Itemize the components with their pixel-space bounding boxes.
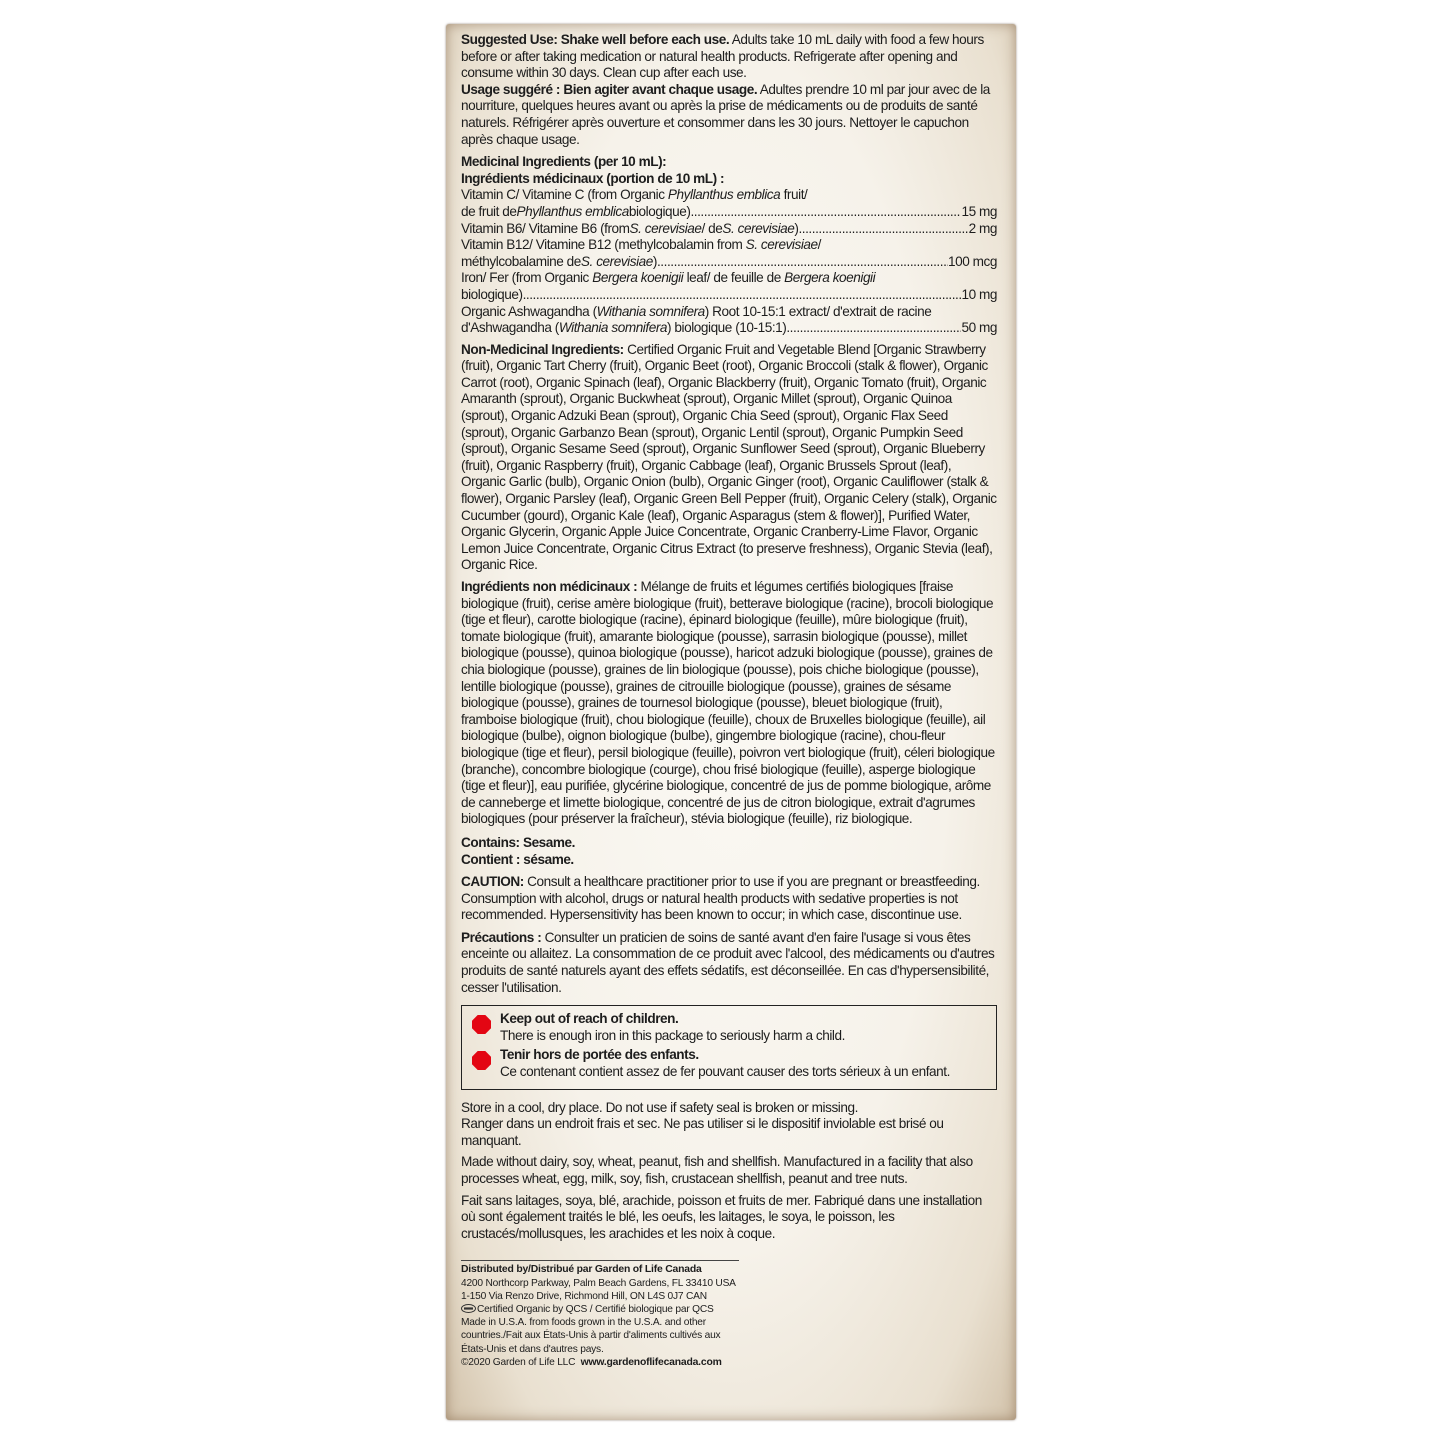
- leader-dots: [786, 320, 961, 337]
- amount-vitamin-b6: 2 mg: [968, 220, 997, 236]
- address-usa: 4200 Northcorp Parkway, Palm Beach Gardens, FL 33410 USA: [461, 1277, 736, 1289]
- suggested-use-text: Adults take 10 mL daily with food a few hours before or after taking medication or natural health products. Refrigerate after opening and consume within 30 days. Clean cup after each use.: [461, 32, 984, 81]
- amount-iron: 10 mg: [961, 286, 997, 302]
- caution-heading-en: CAUTION:: [461, 874, 524, 890]
- contains-fr: Contient : sésame.: [461, 851, 574, 867]
- caution-heading-fr: Précautions :: [461, 929, 542, 945]
- copyright: ©2020 Garden of Life LLC: [461, 1356, 576, 1368]
- qcs-logo-icon: [461, 1304, 476, 1313]
- stop-sign-icon: [472, 1051, 491, 1070]
- stop-sign-icon: [472, 1015, 491, 1034]
- caution-text-en: Consult a healthcare practitioner prior to use if you are pregnant or breastfeeding. Consumption with alcohol, drugs or natural health products with sedative properties is not recommended. Hypersensitivity has been known to occur; in which case, discontinue use.: [461, 874, 980, 923]
- contains-allergen: [461, 835, 997, 868]
- ingredient-vitamin-b12-line1: Vitamin B12/ Vitamine B12 (methylcobalamin from S. cerevisiae/: [461, 237, 821, 253]
- storage-en: Store in a cool, dry place. Do not use if safety seal is broken or missing.: [461, 1099, 858, 1115]
- suggested-use-en: [461, 32, 997, 82]
- medicinal-ingredients: [461, 154, 997, 337]
- suggested-use-fr: [461, 82, 997, 148]
- address-canada: 1-150 Via Renzo Drive, Richmond Hill, ON L4S 0J7 CAN: [461, 1290, 707, 1302]
- warning-title-fr: Tenir hors de portée des enfants.: [500, 1047, 699, 1063]
- distributor-footer: [461, 1260, 739, 1369]
- non-medicinal-ingredients-en: [461, 342, 997, 574]
- warning-text-en: There is enough iron in this package to seriously harm a child.: [500, 1027, 845, 1043]
- caution-text-fr: Consulter un praticien de soins de santé avant d'en faire l'usage si vous êtes enceinte ou allaitez. La consommation de ce produit avec l'alcool, des médicaments ou d'autres produits de santé naturels ayant des effets sédatifs, est déconseillée. En cas d'hypersensibilité, cesser l'utilisation.: [461, 929, 995, 995]
- ingredient-vitamin-c-line2: de fruit de Phyllanthus emblica biologique) ..... 15 mg: [461, 204, 997, 221]
- non-medicinal-text-fr: Mélange de fruits et légumes certifiés biologiques [fraise biologique (fruit), cerise amère biologique (fruit), betterave biologique (racine), brocoli biologique (tige et fleur), carotte biologique (racine), épinard biologique (feuille), mûre biologique (fruit), tomate biologique (fruit), amarante biologique (pousse), sarrasin biologique (pousse), millet biologique (pousse), quinoa biologique (pousse), haricot adzuki biologique (pousse), graines de chia biologique (pousse), graines de lin biologique (pousse), pois chiche biologique (pousse), lentille biologique (pousse), graines de citrouille biologique (pousse), graines de sésame biologique (pousse), graines de tournesol biologique (pousse), bleuet biologique (fruit), framboise biologique (fruit), chou biologique (feuille), choux de Bruxelles biologique (feuille), ail biologique (bulbe), oignon biologique (bulbe), gingembre biologique (racine), chou-fleur biologique (tige et fleur), persil biologique (feuille), poivron vert biologique (fruit), céleri biologique (branche), concombre biologique (courge), chou frisé biologique (feuille), asperge biologique (tige et fleur)], eau purifiée, glycérine biologique, concentré de jus de pomme biologique, arôme de canneberge et limette biologique, concentré de jus de citron biologique, extrait d'agrumes biologiques (pour préserver la fraîcheur), stévia biologique (feuille), riz biologique.: [461, 579, 995, 827]
- storage-instructions: [461, 1100, 997, 1150]
- certified-organic-line: Certified Organic by QCS / Certifié biologique par QCS: [461, 1303, 739, 1316]
- ingredient-iron-line2: biologique) ..... 10 mg: [461, 287, 997, 304]
- warning-row-fr: [472, 1047, 988, 1080]
- medicinal-heading-en: Medicinal Ingredients (per 10 mL):: [461, 154, 667, 170]
- non-medicinal-text-en: Certified Organic Fruit and Vegetable Blend [Organic Strawberry (fruit), Organic Tart Cherry (fruit), Organic Beet (root), Organic Broccoli (stalk & flower), Organic Carrot (root), Organic Spinach (leaf), Organic Blackberry (fruit), Organic Tomato (fruit), Organic Amaranth (sprout), Organic Buckwheat (sprout), Organic Millet (sprout), Organic Quinoa (sprout), Organic Adzuki Bean (sprout), Organic Chia Seed (sprout), Organic Flax Seed (sprout), Organic Garbanzo Bean (sprout), Organic Lentil (sprout), Organic Pumpkin Seed (sprout), Organic Sesame Seed (sprout), Organic Sunflower Seed (sprout), Organic Blueberry (fruit), Organic Raspberry (fruit), Organic Cabbage (leaf), Organic Brussels Sprout (leaf), Organic Garlic (bulb), Organic Onion (bulb), Organic Ginger (root), Organic Cauliflower (stalk & flower), Organic Parsley (leaf), Organic Green Bell Pepper (fruit), Organic Celery (stalk), Organic Cucumber (gourd), Organic Kale (leaf), Organic Asparagus (stem & flower)], Purified Water, Organic Glycerin, Organic Apple Juice Concentrate, Organic Cranberry-Lime Flavor, Organic Lemon Juice Concentrate, Organic Citrus Extract (to preserve freshness), Organic Stevia (leaf), Organic Rice.: [461, 341, 997, 573]
- caution-en: [461, 874, 997, 924]
- warning-row-en: [472, 1011, 988, 1044]
- leader-dots: [657, 254, 948, 271]
- ingredient-iron-line1: Iron/ Fer (from Organic Bergera koenigii leaf/ de feuille de Bergera koenigii: [461, 270, 876, 286]
- website-link[interactable]: www.gardenoflifecanada.com: [580, 1356, 722, 1368]
- label-content: [461, 32, 997, 1369]
- allergen-statement-fr: Fait sans laitages, soya, blé, arachide, poisson et fruits de mer. Fabriqué dans une installation où sont également traités le blé, les oeufs, les laitages, le soya, le poisson, les crustacés/mollusques, les arachides et les noix à coque.: [461, 1192, 982, 1241]
- ingredient-vitamin-c-line1: Vitamin C/ Vitamine C (from Organic Phyllanthus emblica fruit/: [461, 187, 808, 203]
- warning-text-fr: Ce contenant contient assez de fer pouvant causer des torts sérieux à un enfant.: [500, 1064, 950, 1080]
- non-medicinal-heading-fr: Ingrédients non médicinaux :: [461, 579, 638, 594]
- distributor-line: Distributed by/Distribué par Garden of Life Canada: [461, 1264, 702, 1276]
- ingredient-vitamin-b6: Vitamin B6/ Vitamine B6 (from S. cerevisiae / de S. cerevisiae ) ..... 2 mg: [461, 221, 997, 238]
- ingredient-vitamin-b12-line2: méthylcobalamine de S. cerevisiae ) ..... 100 mcg: [461, 254, 997, 271]
- made-in-line: Made in U.S.A. from foods grown in the U.S.A. and other countries./Fait aux États-Unis à partir d'aliments cultivés aux États-Unis et dans d'autres pays.: [461, 1317, 721, 1355]
- caution-fr: [461, 930, 997, 996]
- ingredient-ashwagandha-line2: d'Ashwagandha ( Withania somnifera ) biologique (10-15:1) ..... 50 mg: [461, 320, 997, 337]
- ingredient-ashwagandha-line1: Organic Ashwagandha (Withania somnifera) Root 10-15:1 extract/ d'extrait de racine: [461, 303, 932, 319]
- warning-title-en: Keep out of reach of children.: [500, 1011, 679, 1027]
- amount-vitamin-c: 15 mg: [961, 203, 997, 219]
- copyright-line: [461, 1356, 739, 1369]
- usage-suggere-text: Adultes prendre 10 ml par jour avec de la nourriture, quelques heures avant ou après la prise de médicaments ou de produits de santé naturels. Réfrigérer après ouverture et consommer dans les 30 jours. Nettoyer le capuchon après chaque usage.: [461, 81, 990, 147]
- suggested-use-heading: Suggested Use: Shake well before each use.: [461, 32, 730, 47]
- non-medicinal-ingredients-fr: [461, 579, 997, 828]
- leader-dots: [690, 204, 961, 221]
- allergen-statement-en: Made without dairy, soy, wheat, peanut, fish and shellfish. Manufactured in a facility that also processes wheat, egg, milk, soy, fish, crustacean shellfish, peanut and tree nuts.: [461, 1154, 973, 1186]
- storage-fr: Ranger dans un endroit frais et sec. Ne pas utiliser si le dispositif inviolable est brisé ou manquant.: [461, 1116, 944, 1148]
- leader-dots: [523, 287, 962, 304]
- contains-en: Contains: Sesame.: [461, 834, 575, 850]
- non-medicinal-heading-en: Non-Medicinal Ingredients:: [461, 341, 624, 357]
- leader-dots: [798, 221, 968, 238]
- amount-vitamin-b12: 100 mcg: [948, 253, 997, 269]
- child-warning-box: [461, 1005, 997, 1089]
- product-label-panel: [446, 24, 1016, 1420]
- medicinal-heading-fr: Ingrédients médicinaux (portion de 10 mL) :: [461, 170, 725, 186]
- amount-ashwagandha: 50 mg: [961, 320, 997, 336]
- usage-suggere-heading: Usage suggéré : Bien agiter avant chaque usage.: [461, 81, 758, 97]
